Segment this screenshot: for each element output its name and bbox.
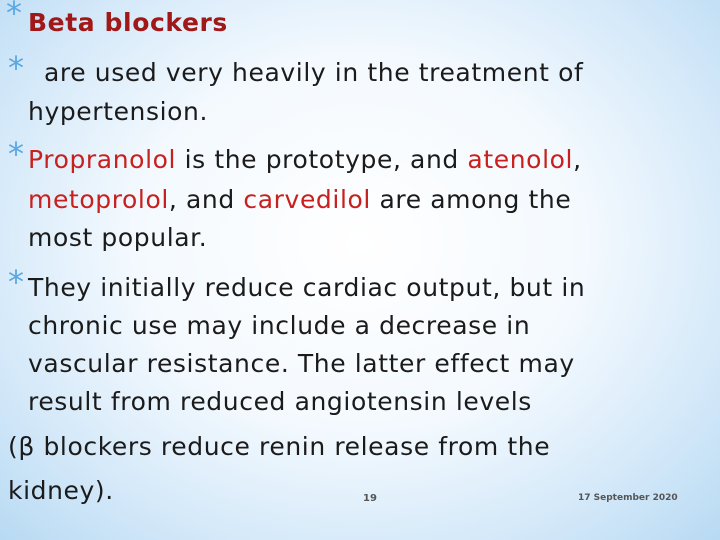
drug-metoprolol: metoprolol [28,185,169,214]
p2-line3: most popular. [28,223,208,252]
drug-atenolol: atenolol [467,145,574,174]
p2-text2: , [573,145,582,174]
slide-date: 17 September 2020 [578,493,678,503]
bullet-icon: * [8,49,24,87]
drug-propranolol: Propranolol [28,145,177,174]
bullet-icon: * [6,0,22,32]
p4-line1: (β blockers reduce renin release from the [8,432,551,461]
p2-line1 [28,145,582,174]
p3-line3: vascular resistance. The latter effect may [28,349,575,378]
slide-title: Beta blockers [28,8,228,37]
p4-line2: kidney). [8,476,114,505]
p2-line2 [28,185,571,214]
p1-line2: hypertension. [28,97,209,126]
bullet-icon: * [8,263,24,301]
page-number: 19 [363,493,377,504]
p3-line4: result from reduced angiotensin levels [28,387,532,416]
p2-text4: are among the [370,185,572,214]
p3-line2: chronic use may include a decrease in [28,311,531,340]
p2-text3: , and [168,185,244,214]
drug-carvedilol: carvedilol [243,185,371,214]
p3-line1: They initially reduce cardiac output, but in [28,273,586,302]
p1-line1: are used very heavily in the treatment of [44,58,584,87]
p2-text1: is the prototype, and [176,145,468,174]
bullet-icon: * [8,135,24,173]
